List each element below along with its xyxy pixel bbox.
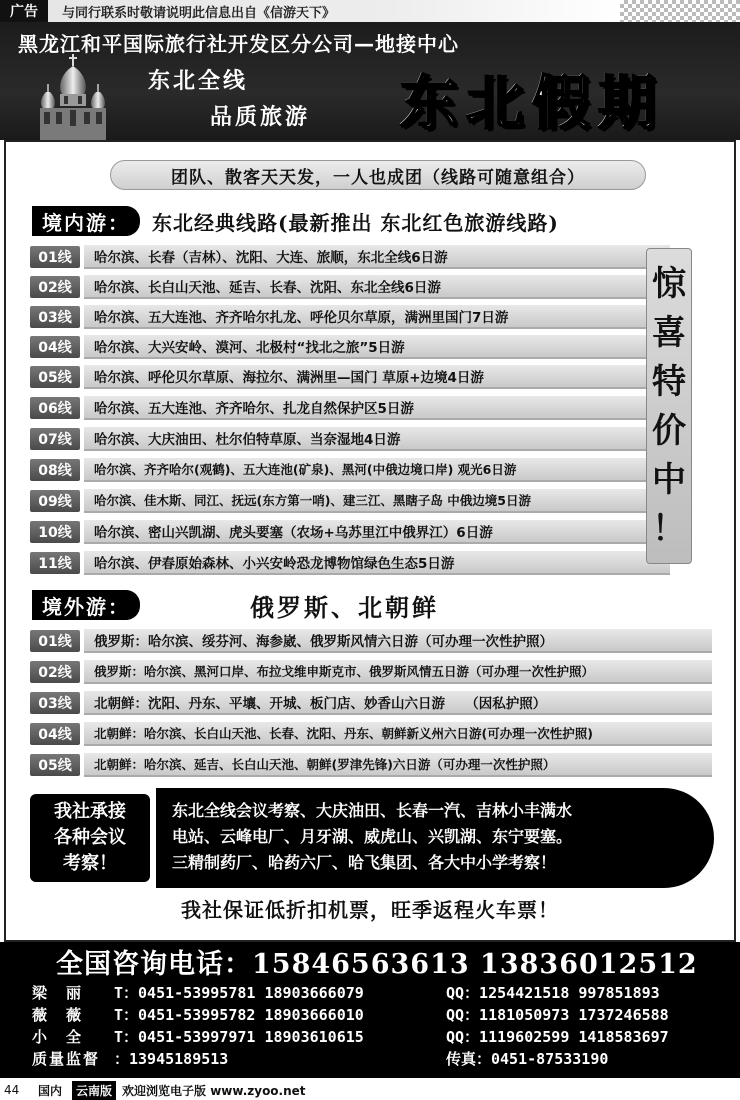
meeting-label-line: 考察！ xyxy=(63,853,117,874)
contact-qq: QQ：1181050973 1737246588 xyxy=(446,1006,669,1024)
route-description: 哈尔滨、伊春原始森林、小兴安岭恐龙博物馆绿色生态5日游 xyxy=(84,551,670,575)
route-number: 05线 xyxy=(30,754,80,776)
domestic-section-header xyxy=(32,206,559,236)
tour-banner: 团队、散客天天发，一人也成团（线路可随意组合） xyxy=(110,160,646,190)
ticket-guarantee: 我社保证低折扣机票，旺季返程火车票！ xyxy=(181,898,559,922)
ad-strip xyxy=(0,0,740,22)
meeting-label-line: 我社承接 xyxy=(54,801,126,822)
header-banner xyxy=(0,22,740,140)
route-number: 04线 xyxy=(30,336,80,358)
meeting-section xyxy=(30,788,714,888)
promo-char: 价 xyxy=(652,410,686,451)
company-name: 黑龙江和平国际旅行社开发区分公司—地接中心 xyxy=(18,32,459,56)
route-description: 哈尔滨、密山兴凯湖、虎头要塞（农场+乌苏里江中俄界江）6日游 xyxy=(84,520,670,544)
domestic-route xyxy=(30,426,670,452)
promo-char: 特 xyxy=(652,361,686,402)
route-number: 06线 xyxy=(30,397,80,419)
footer-edition: 云南版 xyxy=(72,1081,116,1100)
contact-name: 小 全 xyxy=(32,1028,84,1046)
main-title: 东北假期 xyxy=(400,69,665,137)
domestic-route xyxy=(30,519,670,545)
route-number: 11线 xyxy=(30,552,80,574)
promo-char: ！ xyxy=(652,508,686,549)
domestic-route xyxy=(30,364,670,390)
contact-row xyxy=(32,1004,669,1025)
route-description: 哈尔滨、大庆油田、杜尔伯特草原、当奈湿地4日游 xyxy=(84,427,670,451)
contact-fax: 传真：0451-87533190 xyxy=(446,1050,609,1068)
contact-phones: T：0451-53995782 18903666010 xyxy=(114,1006,364,1024)
church-dome-icon xyxy=(32,52,114,140)
route-number: 02线 xyxy=(30,661,80,683)
route-number: 07线 xyxy=(30,428,80,450)
international-route xyxy=(30,659,712,685)
ad-checker-pattern xyxy=(620,0,740,22)
domestic-route xyxy=(30,334,670,360)
route-description: 俄罗斯：哈尔滨、黑河口岸、布拉戈维申斯克市、俄罗斯风情五日游（可办理一次性护照） xyxy=(84,660,712,684)
page-footer xyxy=(0,1080,740,1100)
footer-section: 国内 xyxy=(38,1083,63,1098)
contact-qq: QQ：1254421518 997851893 xyxy=(446,984,660,1002)
contact-phones: T：0451-53995781 18903666079 xyxy=(114,984,364,1002)
promo-char: 惊 xyxy=(652,263,686,304)
meeting-line: 电站、云峰电厂、月牙湖、威虎山、兴凯湖、东宁要塞。 xyxy=(172,827,573,846)
contact-phones: T：0451-53997971 18903610615 xyxy=(114,1028,364,1046)
contact-row xyxy=(32,1026,669,1047)
meeting-line: 三精制药厂、哈药六厂、哈飞集团、各大中小学考察！ xyxy=(172,853,557,872)
contact-name: 梁 丽 xyxy=(32,984,84,1002)
route-description: 俄罗斯：哈尔滨、绥芬河、海参崴、俄罗斯风情六日游（可办理一次性护照） xyxy=(84,629,712,653)
footer-site[interactable]: 欢迎浏览电子版 www.zyoo.net xyxy=(122,1083,306,1098)
contact-row xyxy=(32,1048,608,1069)
special-offer-badge xyxy=(646,248,692,564)
international-section-header xyxy=(32,590,439,620)
slogan-line-2: 品质旅游 xyxy=(210,105,311,130)
domestic-route xyxy=(30,274,670,300)
route-description: 哈尔滨、佳木斯、同江、抚远(东方第一哨)、建三江、黑瞎子岛 中俄边境5日游 xyxy=(84,489,670,513)
route-description: 哈尔滨、长白山天池、延吉、长春、沈阳、东北全线6日游 xyxy=(84,275,670,299)
ad-tag: 广告 xyxy=(0,0,48,22)
domestic-route xyxy=(30,457,670,483)
domestic-title: 东北经典线路(最新推出 东北红色旅游线路) xyxy=(152,210,559,235)
route-description: 哈尔滨、呼伦贝尔草原、海拉尔、满洲里—国门 草原+边境4日游 xyxy=(84,365,670,389)
route-number: 09线 xyxy=(30,490,80,512)
international-route xyxy=(30,628,712,654)
international-label: 境外游： xyxy=(32,590,140,620)
meeting-label-line: 各种会议 xyxy=(54,827,126,848)
international-route xyxy=(30,721,712,747)
route-number: 03线 xyxy=(30,692,80,714)
domestic-route xyxy=(30,395,670,421)
route-description: 北朝鲜：沈阳、丹东、平壤、开城、板门店、妙香山六日游 （因私护照） xyxy=(84,691,712,715)
route-description: 哈尔滨、长春（吉林）、沈阳、大连、旅顺，东北全线6日游 xyxy=(84,245,670,269)
contact-section xyxy=(0,942,740,1078)
meeting-label xyxy=(30,794,150,882)
route-number: 01线 xyxy=(30,630,80,652)
route-description: 哈尔滨、齐齐哈尔(观鹤)、五大连池(矿泉)、黑河(中俄边境口岸) 观光6日游 xyxy=(84,458,670,482)
meeting-line: 东北全线会议考察、大庆油田、长春一汽、吉林小丰满水 xyxy=(172,801,573,820)
domestic-route xyxy=(30,244,670,270)
page-number: 44 xyxy=(4,1083,20,1097)
route-number: 10线 xyxy=(30,521,80,543)
route-number: 01线 xyxy=(30,246,80,268)
contact-name: 质量监督 xyxy=(32,1050,101,1068)
international-route xyxy=(30,752,712,778)
contact-phones: ：13945189513 xyxy=(114,1050,229,1068)
slogan-line-1: 东北全线 xyxy=(148,69,249,94)
route-number: 02线 xyxy=(30,276,80,298)
contact-qq: QQ：1119602599 1418583697 xyxy=(446,1028,669,1046)
contact-row xyxy=(32,982,660,1003)
international-route xyxy=(30,690,712,716)
main-content xyxy=(4,140,736,942)
route-number: 04线 xyxy=(30,723,80,745)
domestic-route xyxy=(30,550,670,576)
route-description: 北朝鲜：哈尔滨、延吉、长白山天池、朝鲜(罗津先锋)六日游（可办理一次性护照） xyxy=(84,753,712,777)
promo-char: 中 xyxy=(652,459,686,500)
promo-char: 喜 xyxy=(652,312,686,353)
domestic-route xyxy=(30,488,670,514)
route-number: 03线 xyxy=(30,306,80,328)
route-description: 哈尔滨、五大连池、齐齐哈尔扎龙、呼伦贝尔草原，满洲里国门7日游 xyxy=(84,305,670,329)
national-hotline: 全国咨询电话：15846563613 13836012512 xyxy=(56,949,698,980)
ad-notice: 与同行联系时敬请说明此信息出自《信游天下》 xyxy=(48,0,620,22)
contact-name: 薇 薇 xyxy=(32,1006,84,1024)
domestic-route xyxy=(30,304,670,330)
meeting-details xyxy=(156,788,714,888)
route-description: 北朝鲜：哈尔滨、长白山天池、长春、沈阳、丹东、朝鲜新义州六日游(可办理一次性护照) xyxy=(84,722,712,746)
route-number: 05线 xyxy=(30,366,80,388)
route-description: 哈尔滨、五大连池、齐齐哈尔、扎龙自然保护区5日游 xyxy=(84,396,670,420)
international-title: 俄罗斯、北朝鲜 xyxy=(250,592,439,622)
domestic-label: 境内游： xyxy=(32,206,140,236)
route-number: 08线 xyxy=(30,459,80,481)
route-description: 哈尔滨、大兴安岭、漠河、北极村“找北之旅”5日游 xyxy=(84,335,670,359)
